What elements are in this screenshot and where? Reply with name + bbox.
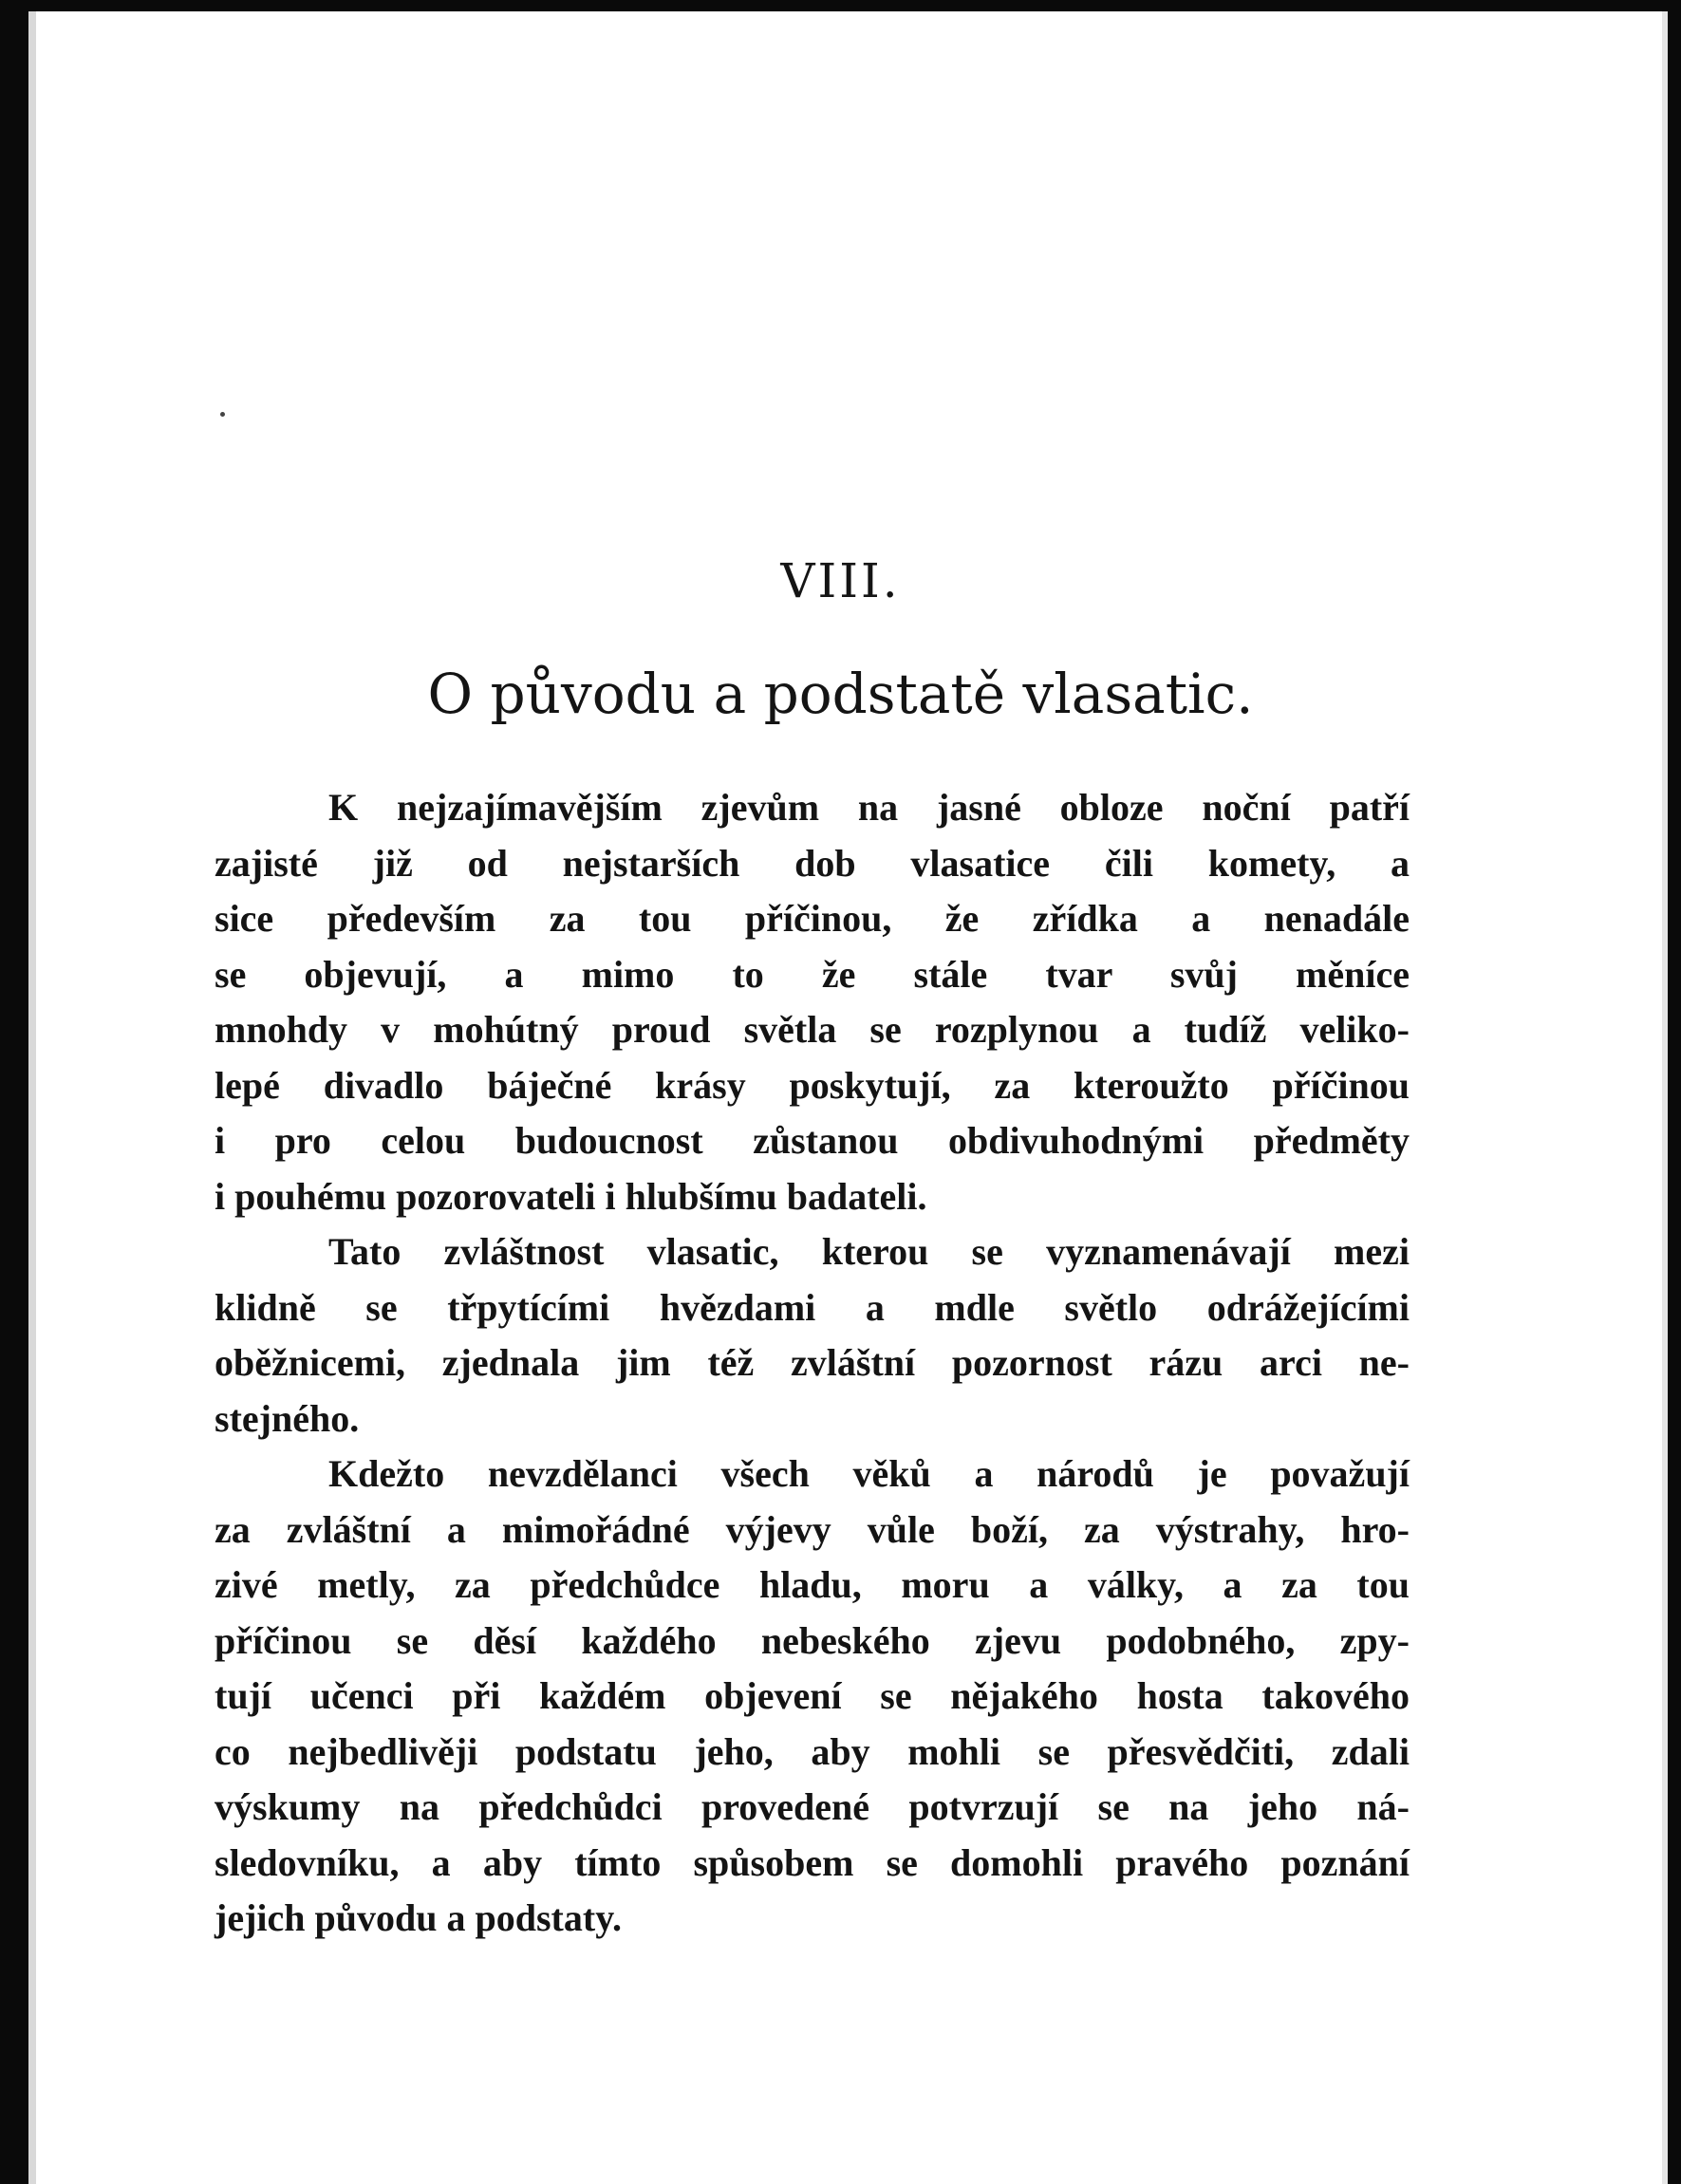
text-line: za zvláštní a mimořádné výjevy vůle boží, za výstrahy, hro- [215, 1507, 1410, 1551]
text-line: výskumy na předchůdci provedené potvrzují se na jeho ná- [215, 1785, 1410, 1828]
text-line: Tato zvláštnost vlasatic, kterou se vyznamenávají mezi [328, 1230, 1410, 1273]
text-line: i pro celou budoucnost zůstanou obdivuhodnými předměty [215, 1119, 1410, 1162]
text-line: sledovníku, a aby tímto spůsobem se domohli pravého poznání [215, 1840, 1410, 1884]
text-line: i pouhému pozorovateli i hlubšímu badateli. [215, 1174, 927, 1218]
scan-border-left [0, 0, 28, 2184]
text-line: Kdežto nevzdělanci všech věků a národů je považují [328, 1452, 1410, 1495]
ink-speck [220, 412, 225, 417]
text-line: stejného. [215, 1396, 360, 1440]
scan-border-top [0, 0, 1681, 11]
text-line: klidně se třpytícími hvězdami a mdle světlo odrážejícími [215, 1285, 1410, 1329]
text-line: lepé divadlo báječné krásy poskytují, za kteroužto příčinou [215, 1063, 1410, 1107]
text-line: zivé metly, za předchůdce hladu, moru a války, a za tou [215, 1563, 1410, 1606]
text-line: zajisté již od nejstarších dob vlasatice čili komety, a [215, 841, 1410, 885]
scan-shadow-right [1662, 11, 1668, 2184]
text-line: mnohdy v mohútný proud světla se rozplynou a tudíž veliko- [215, 1008, 1410, 1051]
text-line: příčinou se děsí každého nebeského zjevu podobného, zpy- [215, 1618, 1410, 1662]
text-line: sice především za tou příčinou, že zřídka a nenadále [215, 897, 1410, 940]
scan-shadow-left [28, 11, 36, 2184]
body-text [215, 780, 1410, 1947]
text-line: co nejbedlivěji podstatu jeho, aby mohli se přesvědčiti, zdali [215, 1729, 1410, 1773]
chapter-number: VIII. [780, 553, 901, 608]
text-line: K nejzajímavějším zjevům na jasné obloze noční patří [328, 786, 1410, 829]
text-line: se objevují, a mimo to že stále tvar svůj měníce [215, 952, 1410, 996]
scan-border-right [1668, 0, 1681, 2184]
paragraph-2 [215, 1224, 1410, 1447]
text-line: jejich původu a podstaty. [215, 1896, 622, 1939]
text-line: oběžnicemi, zjednala jim též zvláštní pozornost rázu arci ne- [215, 1341, 1410, 1384]
text-line: tují učenci při každém objevení se nějakého hosta takového [215, 1674, 1410, 1717]
paragraph-1 [215, 780, 1410, 1224]
chapter-title: O původu a podstatě vlasatic. [427, 662, 1254, 726]
paragraph-3 [215, 1447, 1410, 1947]
